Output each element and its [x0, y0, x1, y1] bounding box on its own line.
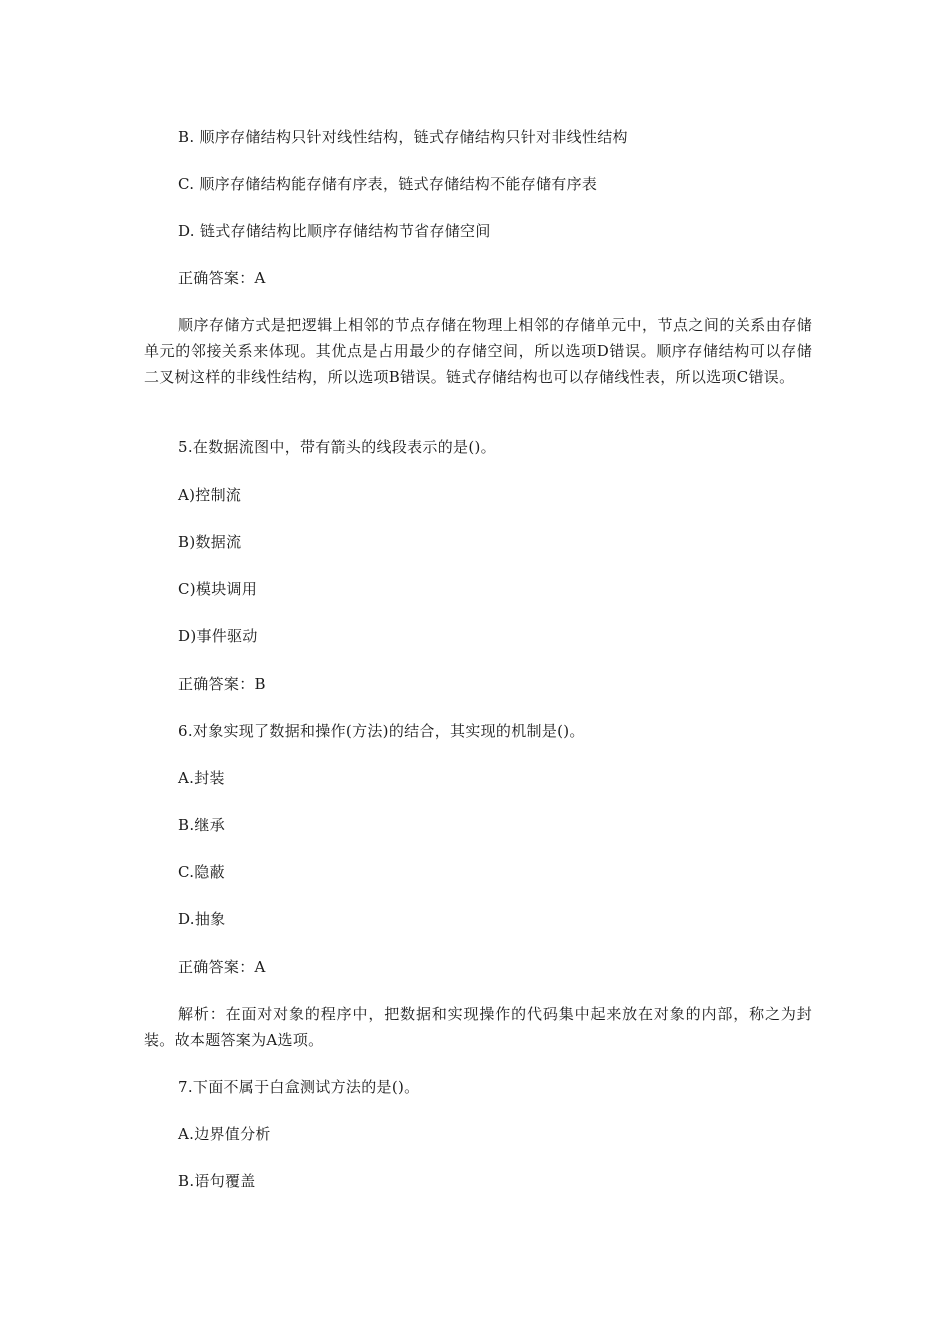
q4-answer: 正确答案：A — [178, 269, 266, 287]
q6-option-c: C.隐蔽 — [178, 863, 225, 881]
q4-option-d: D. 链式存储结构比顺序存储结构节省存储空间 — [178, 222, 491, 240]
q4-option-c: C. 顺序存储结构能存储有序表，链式存储结构不能存储有序表 — [178, 175, 598, 193]
q6-option-d: D.抽象 — [178, 910, 226, 928]
q7-option-b: B.语句覆盖 — [178, 1172, 256, 1190]
q5-option-a: A)控制流 — [178, 486, 242, 504]
q5-option-b: B)数据流 — [178, 533, 242, 551]
q5-answer: 正确答案：B — [178, 675, 266, 693]
q6-explanation: 解析：在面对对象的程序中，把数据和实现操作的代码集中起来放在对象的内部，称之为封装。故本题答案为A选项。 — [144, 1005, 812, 1049]
q6-answer: 正确答案：A — [178, 958, 266, 976]
q6-option-b: B.继承 — [178, 816, 225, 834]
q4-explanation: 顺序存储方式是把逻辑上相邻的节点存储在物理上相邻的存储单元中，节点之间的关系由存储单元的邻接关系来体现。其优点是占用最少的存储空间，所以选项D错误。顺序存储结构可以存储二叉树这样的非线性结构，所以选项B错误。链式存储结构也可以存储线性表，所以选项C错误。 — [144, 316, 812, 386]
q6-question: 6.对象实现了数据和操作(方法)的结合，其实现的机制是()。 — [178, 722, 585, 740]
q5-question: 5.在数据流图中，带有箭头的线段表示的是()。 — [178, 438, 496, 456]
q5-option-c: C)模块调用 — [178, 580, 258, 598]
q7-question: 7.下面不属于白盒测试方法的是()。 — [178, 1078, 420, 1096]
q4-option-b: B. 顺序存储结构只针对线性结构，链式存储结构只针对非线性结构 — [178, 128, 628, 146]
q7-option-a: A.边界值分析 — [178, 1125, 271, 1143]
q6-option-a: A.封装 — [178, 769, 225, 787]
q5-option-d: D)事件驱动 — [178, 627, 258, 645]
